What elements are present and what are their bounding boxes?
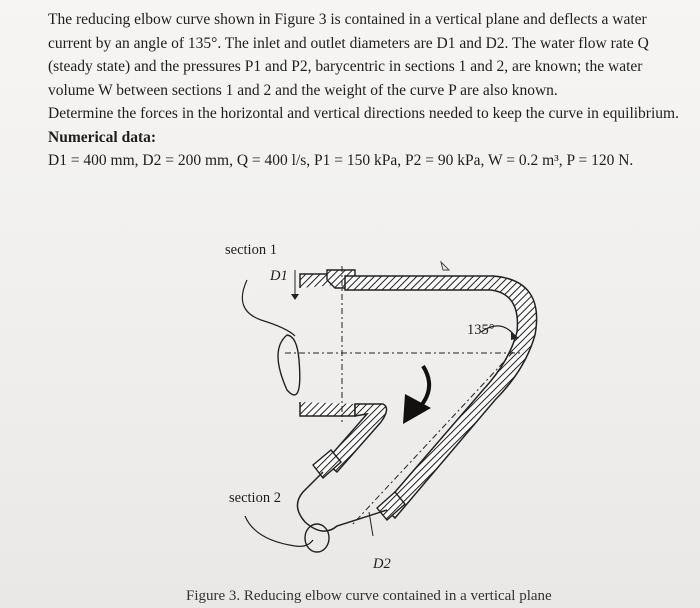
- angle-label: 135°: [467, 322, 495, 338]
- problem-paragraph-2: Determine the forces in the horizontal and vertical directions needed to keep the curve in equilibrium.: [48, 105, 679, 122]
- d1-label: D1: [270, 268, 288, 284]
- pointer-mark: [441, 262, 449, 270]
- d1-arrow: [291, 294, 299, 300]
- d2-label: D2: [373, 556, 391, 572]
- elbow-diagram: [205, 240, 565, 580]
- outlet-pipe: [297, 472, 387, 531]
- numerical-data-line: D1 = 400 mm, D2 = 200 mm, Q = 400 l/s, P1 = 150 kPa, P2 = 90 kPa, W = 0.2 m³, P = 120 N.: [48, 152, 634, 169]
- numerical-data-heading: Numerical data:: [48, 128, 157, 146]
- figure-caption: Figure 3. Reducing elbow curve contained in a vertical plane: [186, 588, 552, 604]
- inlet-cross-section: [278, 335, 300, 395]
- inlet-bottom-wall: [300, 402, 355, 416]
- flow-arrow: [419, 366, 429, 408]
- section1-label: section 1: [225, 242, 277, 258]
- elbow-figure: [205, 240, 565, 580]
- outlet-cross-section: [305, 524, 329, 552]
- section2-label: section 2: [229, 490, 281, 506]
- elbow-outer-wall: [345, 276, 537, 518]
- section1-leader: [242, 280, 295, 336]
- problem-paragraph-1: The reducing elbow curve shown in Figure 3 is contained in a vertical plane and deflects a water current by an angle of 135°. The inlet and outlet diameters are D1 and D2. The water flow rate Q (steady state) and the pressures P1 and P2, barycentric in sections 1 and 2, are known; the water volume W between sections 1 and 2 and the weight of the curve P are also known.: [48, 11, 649, 99]
- problem-text: [48, 8, 688, 173]
- section2-leader: [245, 516, 313, 546]
- diagonal-centerline: [351, 352, 513, 526]
